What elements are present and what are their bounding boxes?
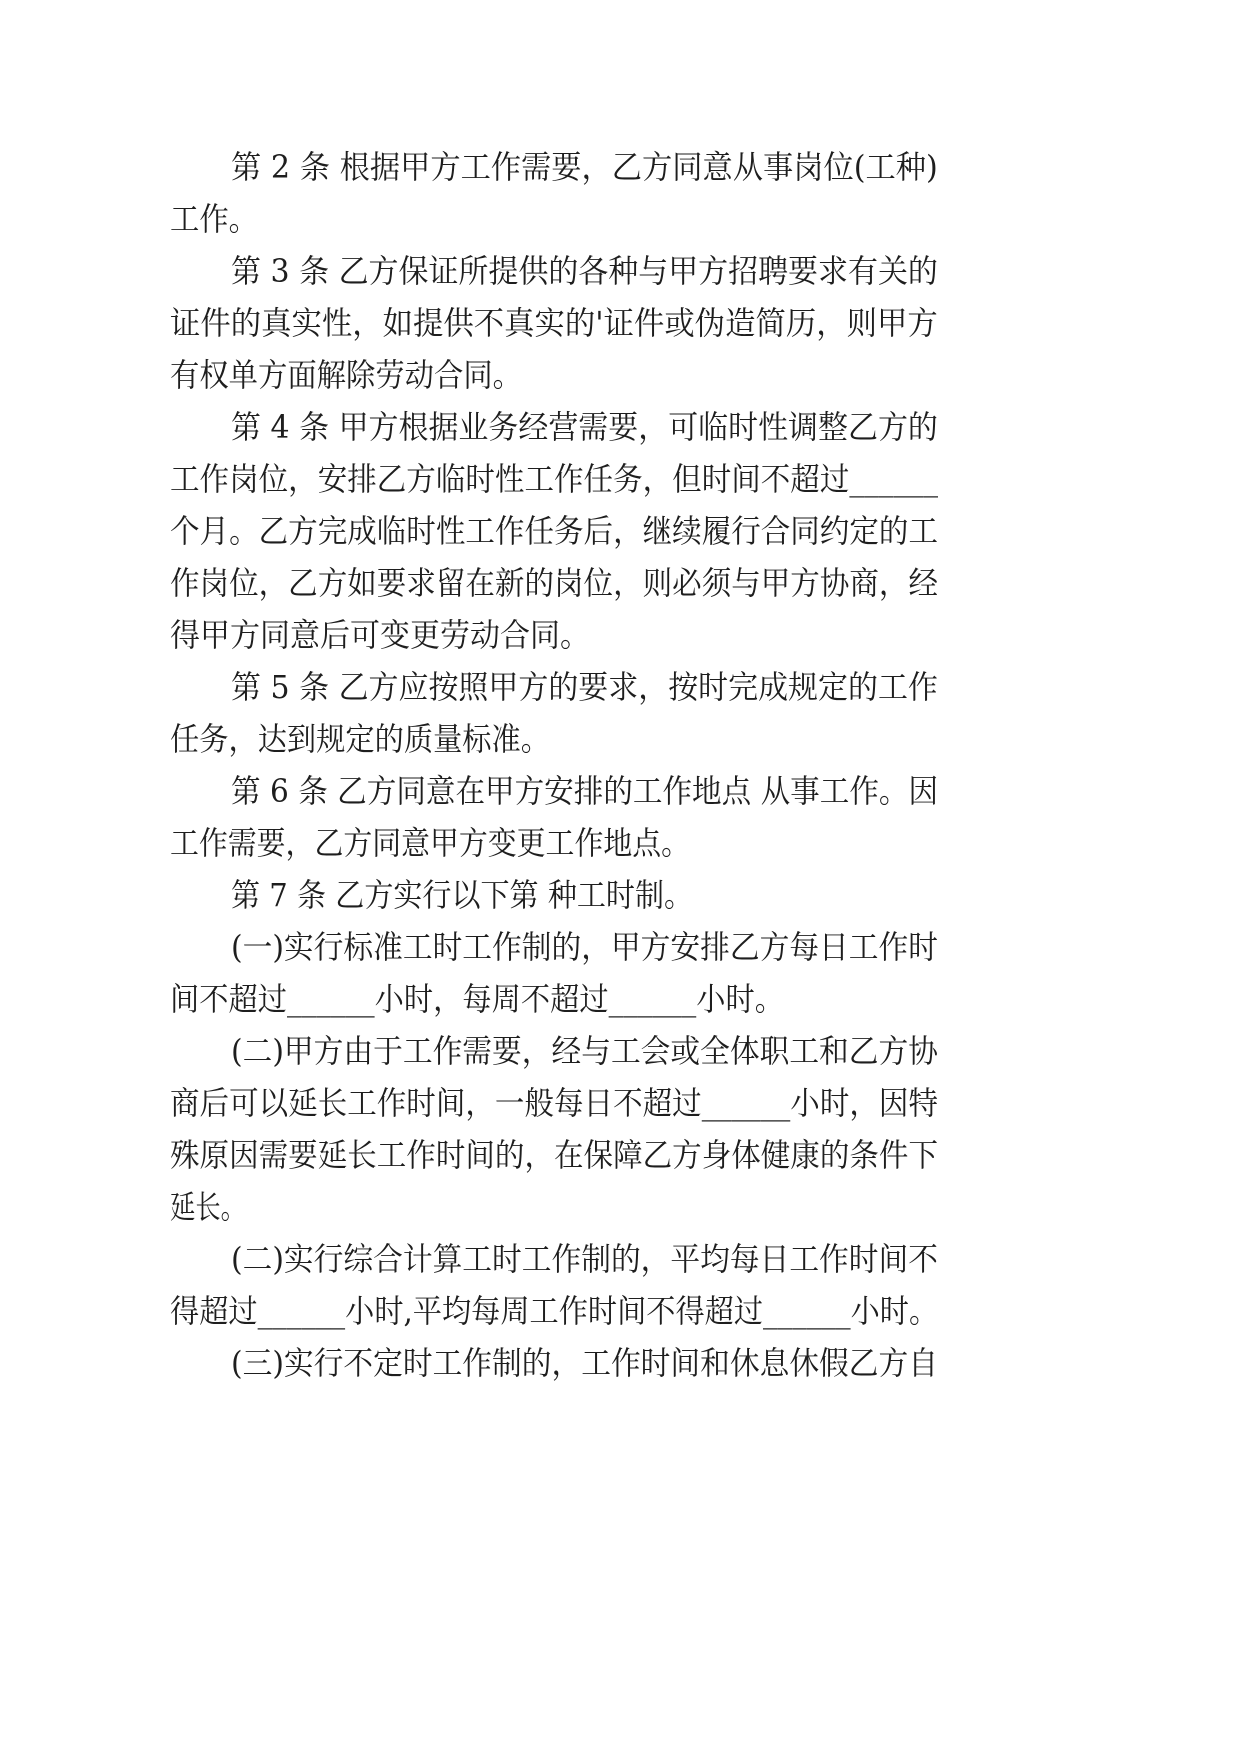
text-line: (二)甲方由于工作需要，经与工会或全体职工和乙方协 bbox=[231, 1032, 938, 1070]
text-line: 殊原因需要延长工作时间的，在保障乙方身体健康的条件下 bbox=[170, 1136, 939, 1174]
text-line: 延长。 bbox=[170, 1188, 247, 1226]
text-line: 第 3 条 乙方保证所提供的各种与甲方招聘要求有关的 bbox=[231, 252, 938, 290]
text-line: 第 2 条 根据甲方工作需要，乙方同意从事岗位(工种) bbox=[231, 148, 938, 186]
text-line: 间不超过______小时，每周不超过______小时。 bbox=[170, 980, 785, 1018]
text-line: 第 5 条 乙方应按照甲方的要求，按时完成规定的工作 bbox=[231, 668, 938, 706]
text-line: 任务，达到规定的质量标准。 bbox=[170, 720, 551, 758]
text-line: (二)实行综合计算工时工作制的，平均每日工作时间不 bbox=[231, 1240, 938, 1278]
text-line: 第 6 条 乙方同意在甲方安排的工作地点 从事工作。因 bbox=[231, 772, 939, 810]
text-line: (一)实行标准工时工作制的，甲方安排乙方每日工作时 bbox=[231, 928, 938, 966]
text-line: 工作。 bbox=[170, 200, 259, 238]
text-line: 得超过______小时,平均每周工作时间不得超过______小时。 bbox=[170, 1292, 939, 1330]
text-line: 工作需要，乙方同意甲方变更工作地点。 bbox=[170, 824, 691, 862]
text-line: 证件的真实性，如提供不真实的'证件或伪造简历，则甲方 bbox=[170, 304, 938, 342]
text-line: 第 7 条 乙方实行以下第 种工时制。 bbox=[231, 876, 694, 914]
text-line: 得甲方同意后可变更劳动合同。 bbox=[170, 616, 591, 654]
text-line: 个月。乙方完成临时性工作任务后，继续履行合同约定的工 bbox=[170, 512, 939, 550]
text-line: 工作岗位，安排乙方临时性工作任务，但时间不超过______ bbox=[170, 460, 939, 498]
text-line: 商后可以延长工作时间，一般每日不超过______小时，因特 bbox=[170, 1084, 939, 1122]
text-line: 第 4 条 甲方根据业务经营需要，可临时性调整乙方的 bbox=[231, 408, 938, 446]
text-line: (三)实行不定时工作制的，工作时间和休息休假乙方自 bbox=[231, 1344, 938, 1382]
text-line: 作岗位，乙方如要求留在新的岗位，则必须与甲方协商，经 bbox=[170, 564, 939, 602]
text-line: 有权单方面解除劳动合同。 bbox=[170, 356, 523, 394]
